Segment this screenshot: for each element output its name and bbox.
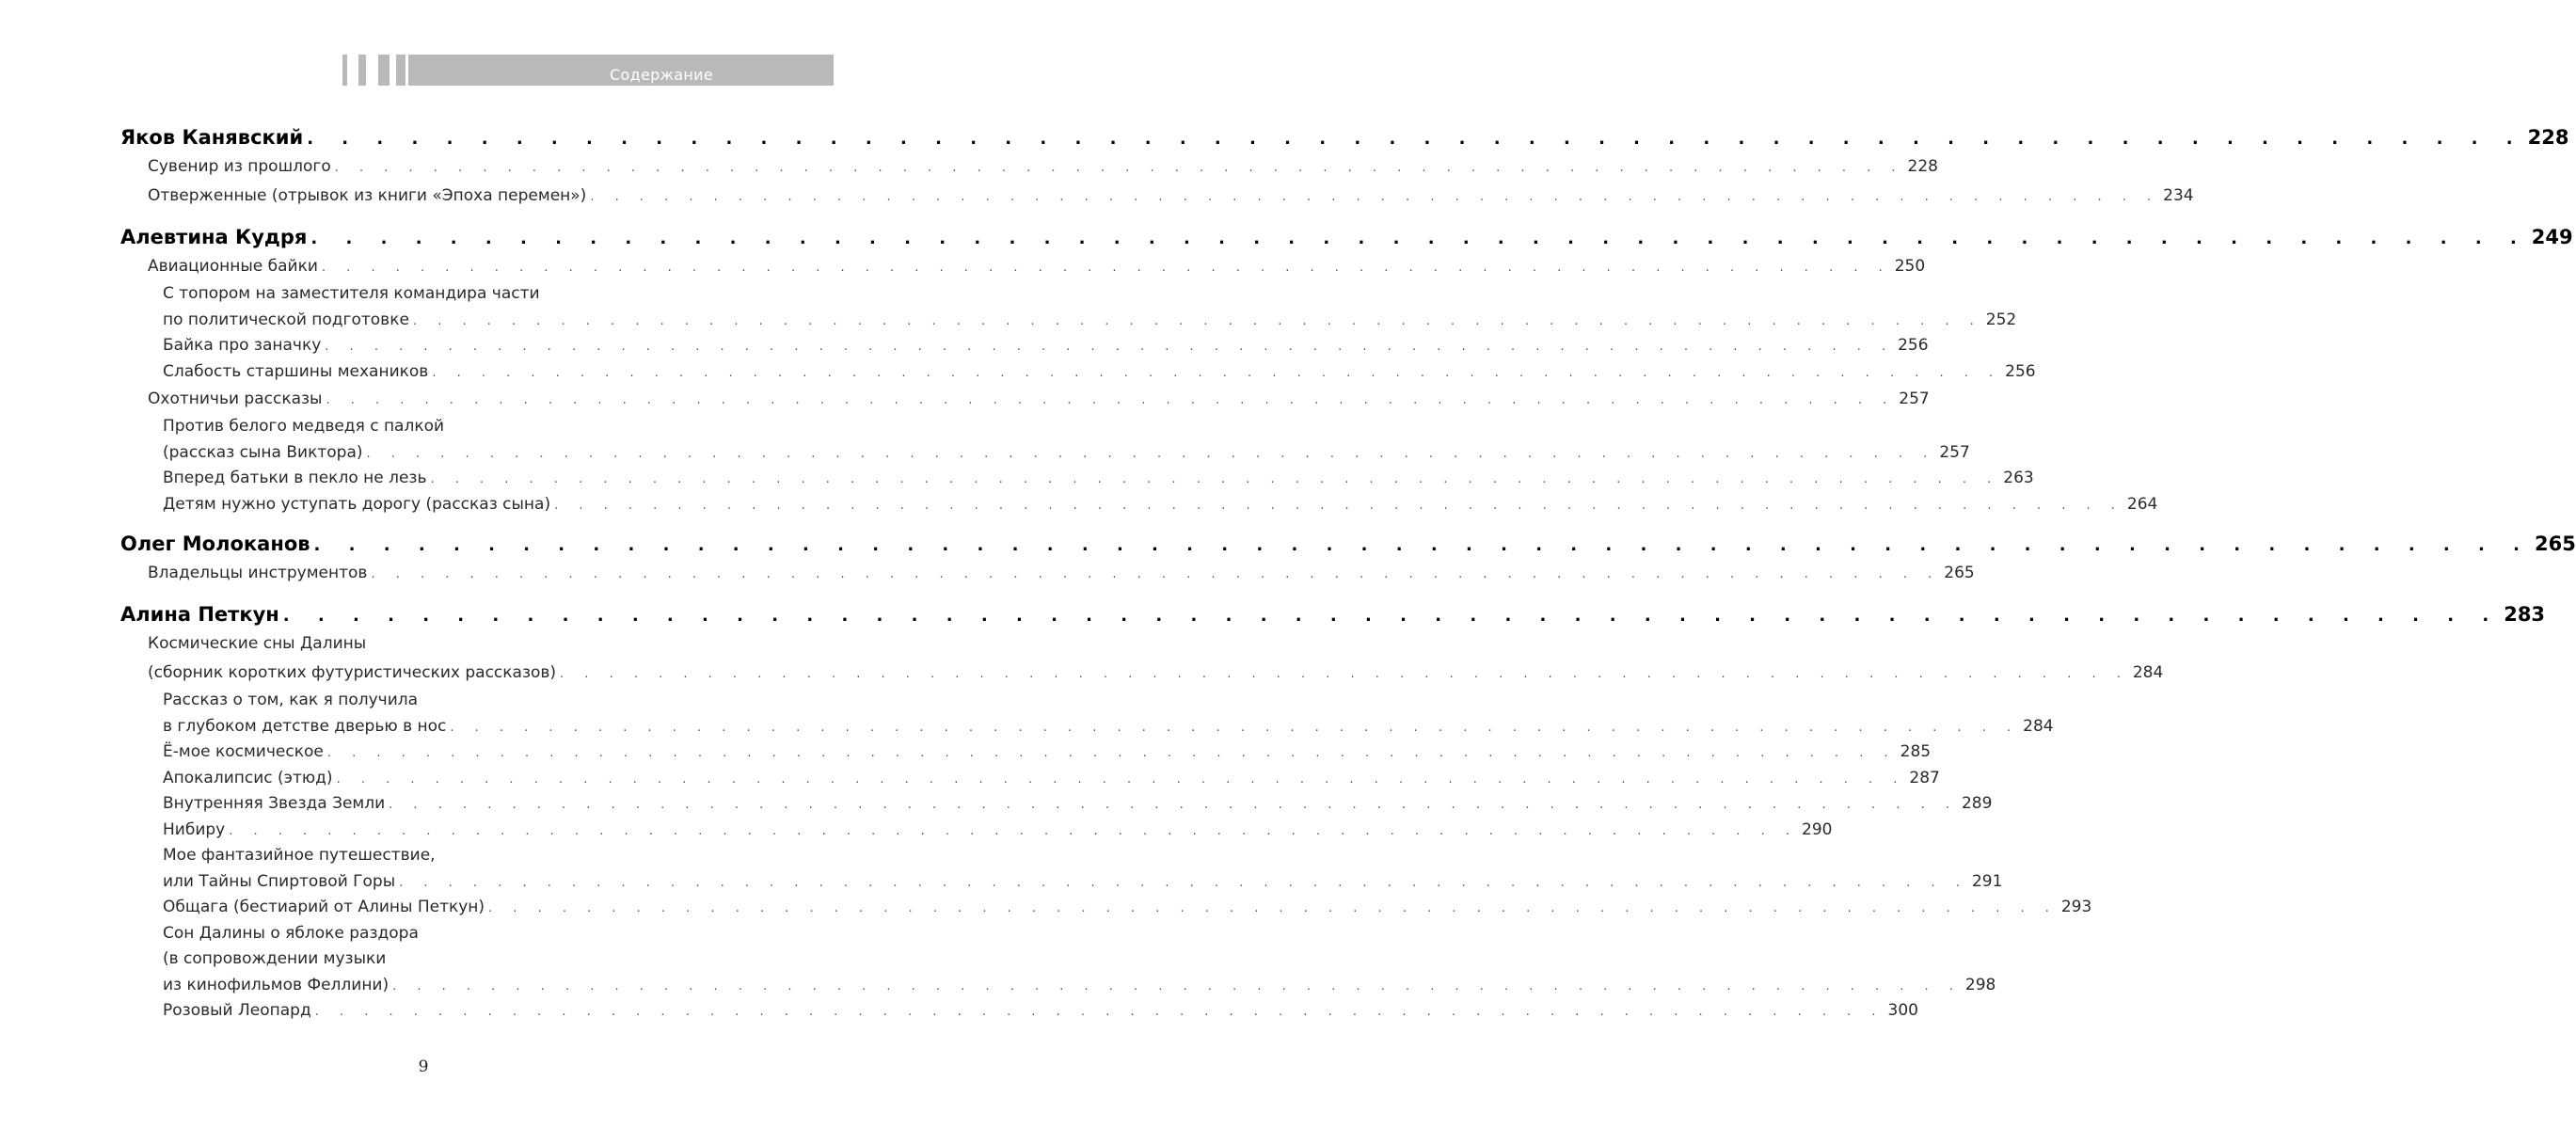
dot-leader: . . . . . . . . . . . . . . . . . . . . . . . . . . . . . . . . . . . . . . . . . . . . . . . . . . . . . . . . . . . . . . . . <box>326 746 1897 760</box>
toc-entry-page: 285 <box>1900 742 1932 761</box>
toc-entry-page: 257 <box>1939 442 1970 462</box>
dot-leader: . . . . . . . . . . . . . . . . . . . . . . . . . . . . . . . . . . . . . . . . . . . . . . . . . . . . . . . . . . . . . . . . <box>336 771 1906 787</box>
toc-entry-title: Общага (бестиарий от Алины Петкун) <box>163 898 485 916</box>
dot-leader: . . . . . . . . . . . . . . . . . . . . . . . . . . . . . . . . . . . . . . . . . . . . . . . . . . . . . . . . . . . . . . . . <box>450 720 2020 735</box>
toc-work-entry[interactable] <box>120 869 2003 896</box>
toc-entry-page: 284 <box>2132 663 2164 682</box>
toc-entry-title: Олег Молоканов <box>120 533 310 555</box>
toc-entry-page: 234 <box>2163 186 2194 205</box>
toc-entry-line: Рассказ о том, как я получила <box>163 691 419 709</box>
toc-entry-title: Алина Петкун <box>120 603 279 626</box>
dot-leader: . . . . . . . . . . . . . . . . . . . . . . . . . . . . . . . . . . . . . . . . . . . . . . . . . . . . . . . . . . . . . . . . <box>334 161 1904 175</box>
toc-work-entry[interactable] <box>120 182 2194 211</box>
toc-entry-title: Байка про заначку <box>163 336 322 355</box>
toc-work-entry[interactable] <box>120 152 1938 182</box>
toc-entry-title: Вперед батьки в пекло не лезь <box>163 469 427 487</box>
toc-entry-page: 264 <box>2126 494 2158 514</box>
toc-work-entry[interactable] <box>120 440 1970 467</box>
toc-entry-page: 256 <box>2005 361 2036 381</box>
dot-leader: . . . . . . . . . . . . . . . . . . . . . . . . . . . . . . . . . . . . . . . . . . . . . . . . . . . . . . . . . . . . . . . . <box>282 606 2501 626</box>
toc-entry-page: 263 <box>2003 469 2034 487</box>
toc-entry-line: (в сопровождении музыки <box>163 949 387 968</box>
dot-leader: . . . . . . . . . . . . . . . . . . . . . . . . . . . . . . . . . . . . . . . . . . . . . . . . . . . . . . . . . . . . . . . . <box>432 365 2002 380</box>
running-header-title: Содержание <box>610 66 713 84</box>
toc-entry-title: по политической подготовке <box>163 310 409 329</box>
toc-entry-title: Детям нужно уступать дорогу (рассказ сына) <box>163 494 551 514</box>
toc-entry-title: Апокалипсис (этюд) <box>163 768 333 787</box>
toc-entry-title: Ё-мое космическое <box>163 742 324 761</box>
dot-leader: . . . . . . . . . . . . . . . . . . . . . . . . . . . . . . . . . . . . . . . . . . . . . . . . . . . . . . . . . . . . . . . . <box>392 978 1962 994</box>
toc-work-entry[interactable] <box>120 739 1932 766</box>
toc-entry-title: Яков Канявский <box>120 126 304 149</box>
toc-work-entry[interactable] <box>120 308 2017 334</box>
page-number: 9 <box>418 1057 429 1076</box>
toc-entry-page: 289 <box>1961 794 1993 813</box>
toc-work-entry[interactable] <box>120 973 1996 999</box>
toc-entry-page: 256 <box>1898 336 1929 355</box>
toc-work-entry[interactable] <box>120 359 2036 386</box>
toc-work-entry[interactable] <box>120 766 1940 792</box>
toc-entry-title: в глубоком детстве дверью в нос <box>163 716 447 736</box>
toc-work-entry[interactable] <box>120 466 2034 492</box>
dot-leader: . . . . . . . . . . . . . . . . . . . . . . . . . . . . . . . . . . . . . . . . . . . . . . . . . . . . . . . . . . . . . . . . <box>554 498 2123 513</box>
toc-work-entry[interactable] <box>120 791 1993 818</box>
toc-entry-line: Космические сны Далины <box>148 634 367 653</box>
dot-leader: . . . . . . . . . . . . . . . . . . . . . . . . . . . . . . . . . . . . . . . . . . . . . . . . . . . . . . . . . . . . . . . . <box>366 446 1936 461</box>
table-of-contents <box>120 122 2576 1025</box>
toc-entry-title: Слабость старшины механиков <box>163 361 429 381</box>
toc-entry-page: 300 <box>1887 1001 1918 1020</box>
dot-leader: . . . . . . . . . . . . . . . . . . . . . . . . . . . . . . . . . . . . . . . . . . . . . . . . . . . . . . . . . . . . . . . . <box>412 313 1982 328</box>
toc-entry-page: 287 <box>1909 768 1940 787</box>
dot-leader: . . . . . . . . . . . . . . . . . . . . . . . . . . . . . . . . . . . . . . . . . . . . . . . . . . . . . . . . . . . . . . . . <box>488 901 2058 915</box>
toc-entry-page: 228 <box>2527 126 2569 149</box>
toc-entry-page: 250 <box>1894 257 1926 276</box>
toc-work-entry[interactable] <box>120 659 2164 688</box>
toc-entry-title: (рассказ сына Виктора) <box>163 442 363 462</box>
toc-entry-page: 257 <box>1899 390 1930 408</box>
toc-entry-page: 291 <box>1971 871 2003 891</box>
toc-entry-title: Розовый Леопард <box>163 1001 311 1020</box>
toc-entry-page: 228 <box>1907 157 1938 176</box>
toc-entry-title: Сувенир из прошлого <box>148 157 331 176</box>
dot-leader: . . . . . . . . . . . . . . . . . . . . . . . . . . . . . . . . . . . . . . . . . . . . . . . . . . . . . . . . . . . . . . . . <box>326 393 1896 407</box>
dot-leader: . . . . . . . . . . . . . . . . . . . . . . . . . . . . . . . . . . . . . . . . . . . . . . . . . . . . . . . . . . . . . . . . <box>590 190 2160 204</box>
toc-entry-title: Авиационные байки <box>148 257 318 276</box>
toc-work-entry[interactable] <box>120 818 1833 844</box>
toc-work-entry[interactable] <box>120 385 1930 414</box>
toc-entry-page: 252 <box>1985 310 2017 329</box>
toc-entry-title: (сборник коротких футуристических рассказов) <box>148 663 557 682</box>
dot-leader: . . . . . . . . . . . . . . . . . . . . . . . . . . . . . . . . . . . . . . . . . . . . . . . . . . . . . . . . . . . . . . . . <box>314 1005 1884 1019</box>
toc-entry-page: 265 <box>1944 564 1975 582</box>
dot-leader: . . . . . . . . . . . . . . . . . . . . . . . . . . . . . . . . . . . . . . . . . . . . . . . . . . . . . . . . . . . . . . . . <box>371 567 1941 581</box>
toc-entry-title: Охотничьи рассказы <box>148 390 323 408</box>
toc-entry-title: Владельцы инструментов <box>148 564 368 582</box>
toc-entry-page: 283 <box>2504 603 2546 626</box>
toc-entry-title: Внутренняя Звезда Земли <box>163 794 386 813</box>
toc-work-entry[interactable] <box>120 252 1926 281</box>
toc-entry-title: Нибиру <box>163 819 226 839</box>
toc-work-entry[interactable] <box>120 895 2092 921</box>
toc-entry-line: С топором на заместителя командира части <box>163 284 540 303</box>
toc-author-entry[interactable] <box>120 599 2546 629</box>
dot-leader: . . . . . . . . . . . . . . . . . . . . . . . . . . . . . . . . . . . . . . . . . . . . . . . . . . . . . . . . . . . . . . . . <box>389 798 1958 812</box>
dot-leader: . . . . . . . . . . . . . . . . . . . . . . . . . . . . . . . . . . . . . . . . . . . . . . . . . . . . . . . . . . . . . . . . <box>560 667 2129 681</box>
toc-entry-line: Против белого медведя с палкой <box>163 417 445 436</box>
dot-leader: . . . . . . . . . . . . . . . . . . . . . . . . . . . . . . . . . . . . . . . . . . . . . . . . . . . . . . . . . . . . . . . . <box>321 261 1891 275</box>
toc-entry-page: 293 <box>2060 898 2092 916</box>
dot-leader: . . . . . . . . . . . . . . . . . . . . . . . . . . . . . . . . . . . . . . . . . . . . . . . . . . . . . . . . . . . . . . . . <box>310 229 2528 248</box>
toc-entry-page: 284 <box>2023 716 2054 736</box>
toc-entry-line: Мое фантазийное путешествие, <box>163 846 436 865</box>
toc-entry-page: 265 <box>2534 533 2576 555</box>
toc-work-entry[interactable] <box>120 998 1918 1025</box>
toc-entry-page: 290 <box>1802 819 1833 839</box>
dot-leader: . . . . . . . . . . . . . . . . . . . . . . . . . . . . . . . . . . . . . . . . . . . . . . . . . . . . . . . . . . . . . . . . <box>307 129 2524 149</box>
toc-work-entry[interactable] <box>120 559 1975 588</box>
toc-author-entry[interactable] <box>120 222 2573 252</box>
toc-author-entry[interactable] <box>120 122 2569 152</box>
dot-leader: . . . . . . . . . . . . . . . . . . . . . . . . . . . . . . . . . . . . . . . . . . . . . . . . . . . . . . . . . . . . . . . . <box>229 823 1799 838</box>
toc-author-entry[interactable] <box>120 529 2576 559</box>
toc-work-entry[interactable] <box>120 714 2054 740</box>
dot-leader: . . . . . . . . . . . . . . . . . . . . . . . . . . . . . . . . . . . . . . . . . . . . . . . . . . . . . . . . . . . . . . . . <box>313 535 2531 555</box>
toc-entry-title: Отверженные (отрывок из книги «Эпоха перемен») <box>148 186 587 205</box>
toc-entry-page: 298 <box>1964 975 1996 994</box>
toc-entry-line: Сон Далины о яблоке раздора <box>163 923 419 943</box>
toc-entry-title: Алевтина Кудря <box>120 226 308 248</box>
toc-entry-page: 249 <box>2531 226 2573 248</box>
toc-work-entry[interactable] <box>120 333 1929 359</box>
dot-leader: . . . . . . . . . . . . . . . . . . . . . . . . . . . . . . . . . . . . . . . . . . . . . . . . . . . . . . . . . . . . . . . . <box>430 472 2000 486</box>
toc-entry-title: или Тайны Спиртовой Горы <box>163 871 396 891</box>
dot-leader: . . . . . . . . . . . . . . . . . . . . . . . . . . . . . . . . . . . . . . . . . . . . . . . . . . . . . . . . . . . . . . . . <box>399 875 1968 890</box>
toc-entry-title: из кинофильмов Феллини) <box>163 975 390 994</box>
toc-work-entry[interactable] <box>120 492 2158 518</box>
dot-leader: . . . . . . . . . . . . . . . . . . . . . . . . . . . . . . . . . . . . . . . . . . . . . . . . . . . . . . . . . . . . . . . . <box>325 340 1895 354</box>
